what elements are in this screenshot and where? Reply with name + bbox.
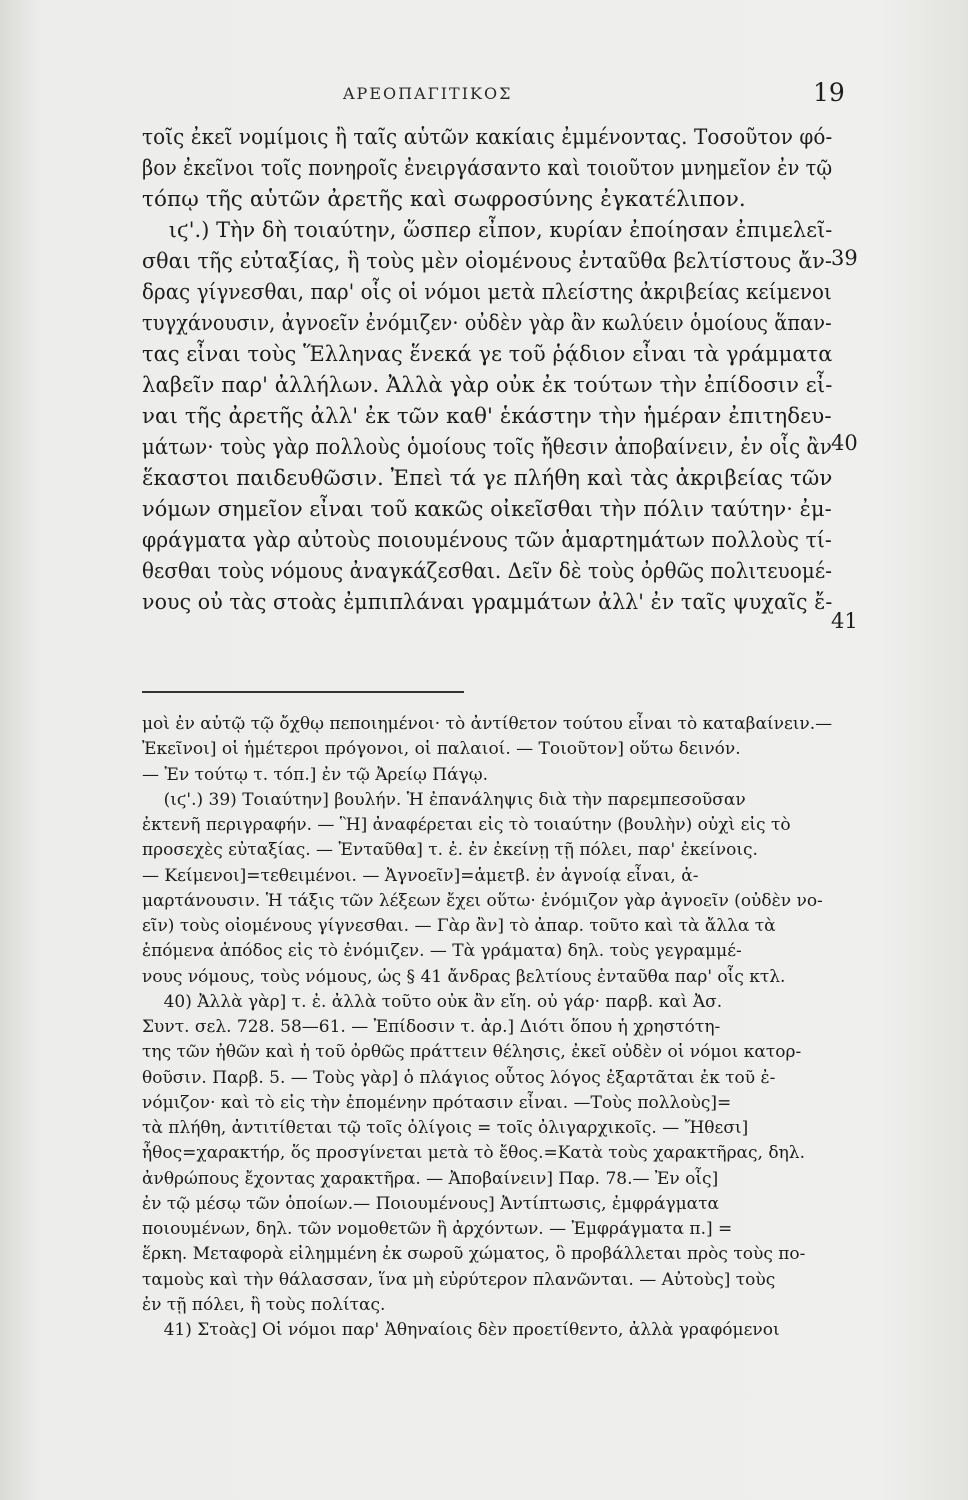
page-number: 19 bbox=[813, 78, 845, 107]
note-line: ἕρκη. Μεταφορὰ εἰλημμένη ἐκ σωροῦ χώματος, ὃ προβάλλεται πρὸς τοὺς πο- bbox=[142, 1244, 806, 1265]
note-line: νους νόμους, τοὺς νόμους, ὡς § 41 ἄνδρας βελτίους ἐνταῦθα παρ' οἷς κτλ. bbox=[142, 966, 786, 987]
text-line: τυγχάνουσιν, ἀγνοεῖν ἐνόμιζεν· οὐδὲν γὰρ ἂν κωλύειν ὁμοίους ἅπαν- bbox=[142, 311, 832, 336]
running-title: ΑΡΕΟΠΑΓΙΤΙΚΟΣ bbox=[343, 84, 513, 103]
text-line: τόπῳ τῆς αὑτῶν ἀρετῆς καὶ σωφροσύνης ἐγκατέλιπον. bbox=[142, 187, 746, 212]
text-line: νόμων σημεῖον εἶναι τοῦ κακῶς οἰκεῖσθαι τὴν πόλιν ταύτην· ἐμ- bbox=[142, 497, 832, 522]
text-line: δρας γίγνεσθαι, παρ' οἷς οἱ νόμοι μετὰ πλείστης ἀκριβείας κείμενοι bbox=[142, 280, 832, 305]
text-line: μάτων· τοὺς γὰρ πολλοὺς ὁμοίους τοῖς ἤθεσιν ἀποβαίνειν, ἐν οἷς ἂν bbox=[142, 435, 832, 460]
note-line: μοὶ ἐν αὐτῷ τῷ ὄχθῳ πεποιημένοι· τὸ ἀντίθετον τούτου εἶναι τὸ καταβαίνειν.— bbox=[142, 714, 833, 734]
note-line: 40) Ἀλλὰ γὰρ] τ. ἐ. ἀλλὰ τοῦτο οὐκ ἂν εἴη. οὐ γάρ· παρβ. καὶ Ἀσ. bbox=[142, 991, 723, 1012]
note-line: — Ἐν τούτῳ τ. τόπ.] ἐν τῷ Ἀρείῳ Πάγῳ. bbox=[142, 764, 489, 785]
text-line: νους οὐ τὰς στοὰς ἐμπιπλάναι γραμμάτων ἀλλ' ἐν ταῖς ψυχαῖς ἔ- bbox=[142, 590, 833, 615]
note-line: τὰ πλήθη, ἀντιτίθεται τῷ τοῖς ὀλίγοις = τοῖς ὀλιγαρχικοῖς. — Ἤθεσι] bbox=[142, 1118, 749, 1138]
main-text bbox=[142, 122, 832, 618]
page-header bbox=[0, 78, 968, 118]
text-line: σθαι τῆς εὐταξίας, ἣ τοὺς μὲν οἰομένους ἐνταῦθα βελτίστους ἄν- bbox=[142, 249, 832, 274]
commentary-notes bbox=[142, 712, 842, 1343]
text-line: τας εἶναι τοὺς Ἕλληνας ἕνεκά γε τοῦ ῥᾴδιον εἶναι τὰ γράμματα bbox=[142, 342, 833, 367]
note-line: της τῶν ἠθῶν καὶ ἡ τοῦ ὀρθῶς πράττειν θέλησις, ἐκεῖ οὐδὲν οἱ νόμοι κατορ- bbox=[142, 1042, 802, 1063]
text-line: λαβεῖν παρ' ἀλλήλων. Ἀλλὰ γὰρ οὐκ ἐκ τούτων τὴν ἐπίδοσιν εἶ- bbox=[142, 373, 833, 398]
note-line: ἐν τῷ μέσῳ τῶν ὁποίων.— Ποιουμένους] Ἀντίπτωσις, ἐμφράγματα bbox=[142, 1193, 720, 1214]
text-line: φράγματα γὰρ αὐτοὺς ποιουμένους τῶν ἁμαρτημάτων πολλοὺς τί- bbox=[142, 528, 832, 553]
note-line: ταμοὺς καὶ τὴν θάλασσαν, ἵνα μὴ εὐρύτερον πλανῶνται. — Αὐτοὺς] τοὺς bbox=[142, 1269, 776, 1290]
note-line: 41) Στοὰς] Οἱ νόμοι παρ' Ἀθηναίοις δὲν προετίθεντο, ἀλλὰ γραφόμενοι bbox=[142, 1320, 780, 1340]
section-number: 41 bbox=[831, 609, 858, 633]
note-line: Ἐκεῖνοι] οἱ ἡμέτεροι πρόγονοι, οἱ παλαιοί. — Τοιοῦτον] οὕτω δεινόν. bbox=[142, 739, 741, 760]
text-line: βον ἐκεῖνοι τοῖς πονηροῖς ἐνειργάσαντο καὶ τοιοῦτον μνημεῖον ἐν τῷ bbox=[142, 156, 833, 181]
text-line: θεσθαι τοὺς νόμους ἀναγκάζεσθαι. Δεῖν δὲ τοὺς ὀρθῶς πολιτευομέ- bbox=[142, 559, 833, 584]
note-line: Συντ. σελ. 728. 58—61. — Ἐπίδοσιν τ. ἀρ.] Διότι ὅπου ἡ χρηστότη- bbox=[142, 1017, 721, 1037]
note-line: προσεχὲς εὐταξίας. — Ἐνταῦθα] τ. ἐ. ἐν ἐκείνῃ τῇ πόλει, παρ' ἐκείνοις. bbox=[142, 840, 758, 861]
section-number: 39 bbox=[831, 246, 858, 270]
note-line: εῖν) τοὺς οἰομένους γίγνεσθαι. — Γὰρ ἂν] τὸ ἀπαρ. τοῦτο καὶ τὰ ἄλλα τὰ bbox=[142, 916, 776, 936]
section-number: 40 bbox=[831, 431, 858, 455]
note-line: ἑπόμενα ἀπόδος εἰς τὸ ἐνόμιζεν. — Τὰ γράματα) δηλ. τοὺς γεγραμμέ- bbox=[142, 941, 742, 962]
text-line: ναι τῆς ἀρετῆς ἀλλ' ἐκ τῶν καθ' ἑκάστην τὴν ἡμέραν ἐπιτηδευ- bbox=[142, 404, 832, 429]
footnote-divider bbox=[142, 691, 464, 693]
note-line: ἐν τῇ πόλει, ἢ τοὺς πολίτας. bbox=[142, 1294, 386, 1315]
note-line: ἀνθρώπους ἔχοντας χαρακτῆρα. — Ἀποβαίνειν] Παρ. 78.— Ἐν οἷς] bbox=[142, 1168, 719, 1189]
text-line: τοῖς ἐκεῖ νομίμοις ἢ ταῖς αὑτῶν κακίαις ἐμμένοντας. Τοσοῦτον φό- bbox=[142, 125, 833, 150]
note-line: (ιϛ'.) 39) Τοιαύτην] βουλήν. Ἡ ἐπανάληψις διὰ τὴν παρεμπεσοῦσαν bbox=[142, 789, 746, 810]
note-line: νόμιζον· καὶ τὸ εἰς τὴν ἑπομένην πρότασιν εἶναι. —Τοὺς πολλοὺς]= bbox=[142, 1092, 732, 1113]
note-line: — Κείμενοι]=τεθειμένοι. — Ἀγνοεῖν]=ἁμετβ. ἐν ἀγνοίᾳ εἶναι, ἁ- bbox=[142, 865, 699, 886]
note-line: ἦθος=χαρακτήρ, ὅς προσγίνεται μετὰ τὸ ἔθος.=Κατὰ τοὺς χαρακτῆρας, δηλ. bbox=[142, 1143, 805, 1164]
note-line: θοῦσιν. Παρβ. 5. — Τοὺς γὰρ] ὁ πλάγιος οὗτος λόγος ἐξαρτᾶται ἐκ τοῦ ἐ- bbox=[142, 1067, 776, 1088]
note-line: ἐκτενῆ περιγραφήν. — Ἣ] ἀναφέρεται εἰς τὸ τοιαύτην (βουλὴν) οὐχὶ εἰς τὸ bbox=[142, 815, 791, 835]
text-line: ιϛ'.) Τὴν δὴ τοιαύτην, ὥσπερ εἶπον, κυρίαν ἐποίησαν ἐπιμελεῖ- bbox=[142, 218, 833, 243]
note-line: μαρτάνουσιν. Ἡ τάξις τῶν λέξεων ἔχει οὕτω· ἐνόμιζον γὰρ ἀγνοεῖν (οὐδὲν νο- bbox=[142, 890, 823, 911]
text-line: ἕκαστοι παιδευθῶσιν. Ἐπεὶ τά γε πλήθη καὶ τὰς ἀκριβείας τῶν bbox=[142, 466, 833, 491]
note-line: ποιουμένων, δηλ. τῶν νομοθετῶν ἢ ἀρχόντων. — Ἐμφράγματα π.] = bbox=[142, 1219, 733, 1239]
